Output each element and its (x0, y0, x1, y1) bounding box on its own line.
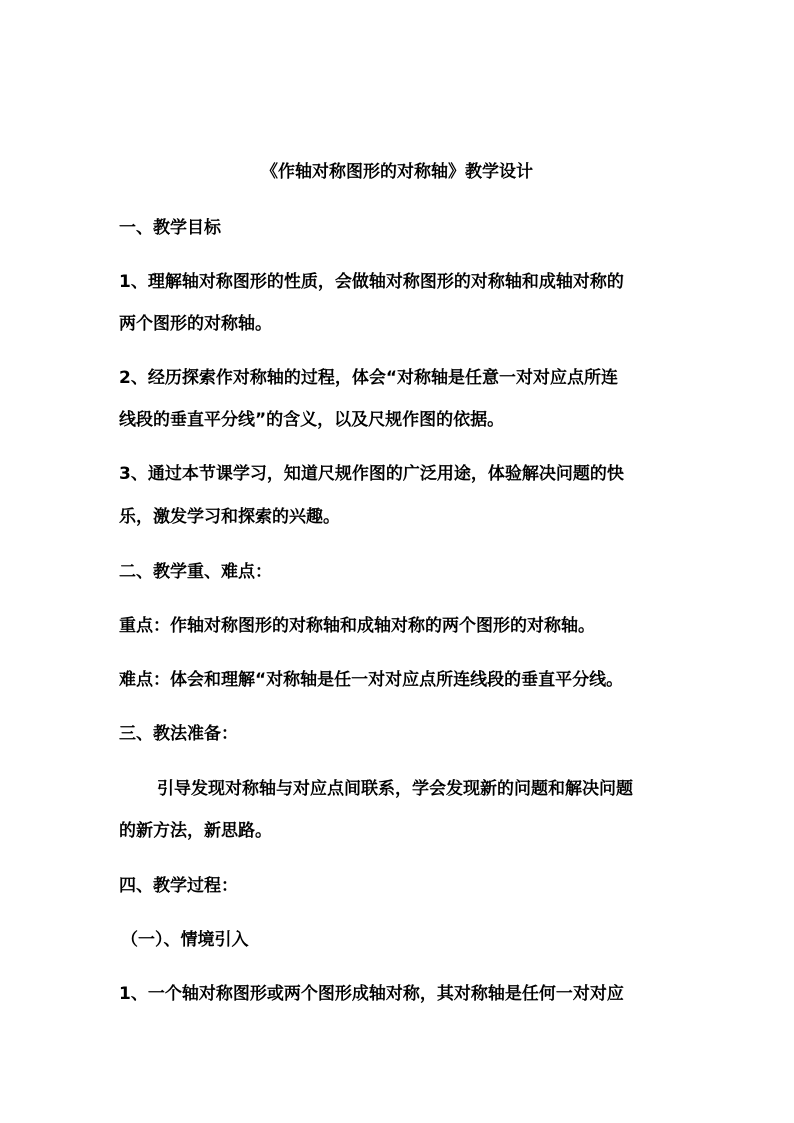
section-heading-objectives: 一、教学目标 (119, 218, 221, 238)
paragraph-line: 1、理解轴对称图形的性质，会做轴对称图形的对称轴和成轴对称的 (119, 272, 624, 292)
section-heading-key-points: 二、教学重、难点： (119, 562, 272, 582)
section-heading-methods: 三、教法准备： (119, 724, 238, 744)
paragraph-line: 1、一个轴对称图形或两个图形成轴对称，其对称轴是任何一对对应 (119, 984, 624, 1004)
paragraph-line: 的新方法，新思路。 (119, 821, 272, 841)
paragraph-line: 乐，激发学习和探索的兴趣。 (119, 507, 340, 527)
section-heading-process: 四、教学过程： (119, 876, 238, 896)
subsection-heading-intro: （一）、情境引入 (121, 930, 249, 950)
paragraph-line: 重点：作轴对称图形的对称轴和成轴对称的两个图形的对称轴。 (119, 616, 595, 636)
paragraph-line: 2、经历探索作对称轴的过程，体会“对称轴是任意一对对应点所连 (119, 368, 619, 388)
paragraph-line: 难点：体会和理解“对称轴是任一对对应点所连线段的垂直平分线。 (119, 670, 624, 690)
paragraph-line: 线段的垂直平分线”的含义，以及尺规作图的依据。 (119, 410, 505, 430)
paragraph-line: 3、通过本节课学习，知道尺规作图的广泛用途，体验解决问题的快 (119, 464, 624, 484)
paragraph-line: 两个图形的对称轴。 (119, 314, 272, 334)
document-title: 《作轴对称图形的对称轴》教学设计 (261, 162, 533, 182)
paragraph-line: 引导发现对称轴与对应点间联系，学会发现新的问题和解决问题 (157, 779, 633, 799)
